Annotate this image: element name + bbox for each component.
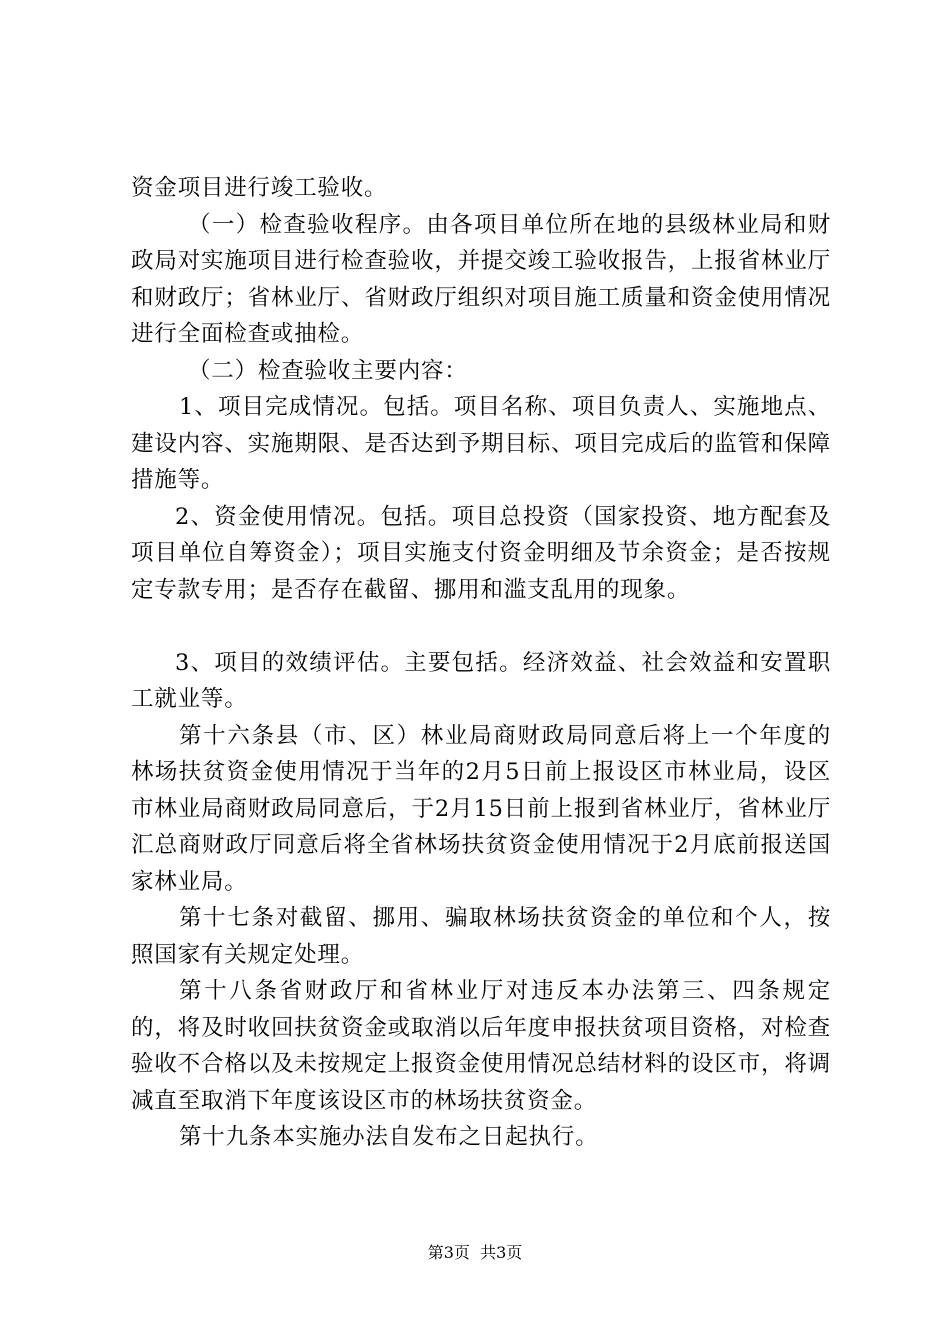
paragraph-article-17: 第十七条对截留、挪用、骗取林场扶贫资金的单位和个人，按照国家有关规定处理。 <box>131 905 831 968</box>
paragraph-performance-evaluation: 3、项目的效绩评估。主要包括。经济效益、社会效益和安置职工就业等。 <box>131 649 831 712</box>
paragraph-inspection-content-heading: （二）检查验收主要内容： <box>188 357 468 384</box>
paragraph-continuation: 资金项目进行竣工验收。 <box>131 175 388 201</box>
paragraph-article-18: 第十八条省财政厅和省林业厅对违反本办法第三、四条规定的，将及时收回扶贫资金或取消以后年度申报扶贫项目资格，对检查验收不合格以及未按规定上报资金使用情况总结材料的设区市，将调减直至取消下年度该设区市的林场扶贫资金。 <box>131 978 831 1114</box>
document-body <box>131 170 831 1156</box>
page-number-label: 第3页 共3页 <box>427 1243 523 1262</box>
paragraph-inspection-procedure: （一）检查验收程序。由各项目单位所在地的县级林业局和财政局对实施项目进行检查验收，并提交竣工验收报告，上报省林业厅和财政厅；省林业厅、省财政厅组织对项目施工质量和资金使用情况进行全面检查或抽检。 <box>131 211 831 347</box>
page-footer <box>0 1243 950 1263</box>
paragraph-article-16: 第十六条县（市、区）林业局商财政局同意后将上一个年度的林场扶贫资金使用情况于当年的2月5日前上报设区市林业局，设区市林业局商财政局同意后，于2月15日前上报到省林业厅，省林业厅汇总商财政厅同意后将全省林场扶贫资金使用情况于2月底前报送国家林业局。 <box>131 722 831 895</box>
paragraph-fund-usage: 2、资金使用情况。包括。项目总投资（国家投资、地方配套及项目单位自筹资金）；项目实施支付资金明细及节余资金；是否按规定专款专用；是否存在截留、挪用和滥支乱用的现象。 <box>131 503 831 603</box>
paragraph-project-completion: 1、项目完成情况。包括。项目名称、项目负责人、实施地点、建设内容、实施期限、是否达到予期目标、项目完成后的监管和保障措施等。 <box>131 394 831 493</box>
paragraph-article-19: 第十九条本实施办法自发布之日起执行。 <box>179 1124 599 1150</box>
